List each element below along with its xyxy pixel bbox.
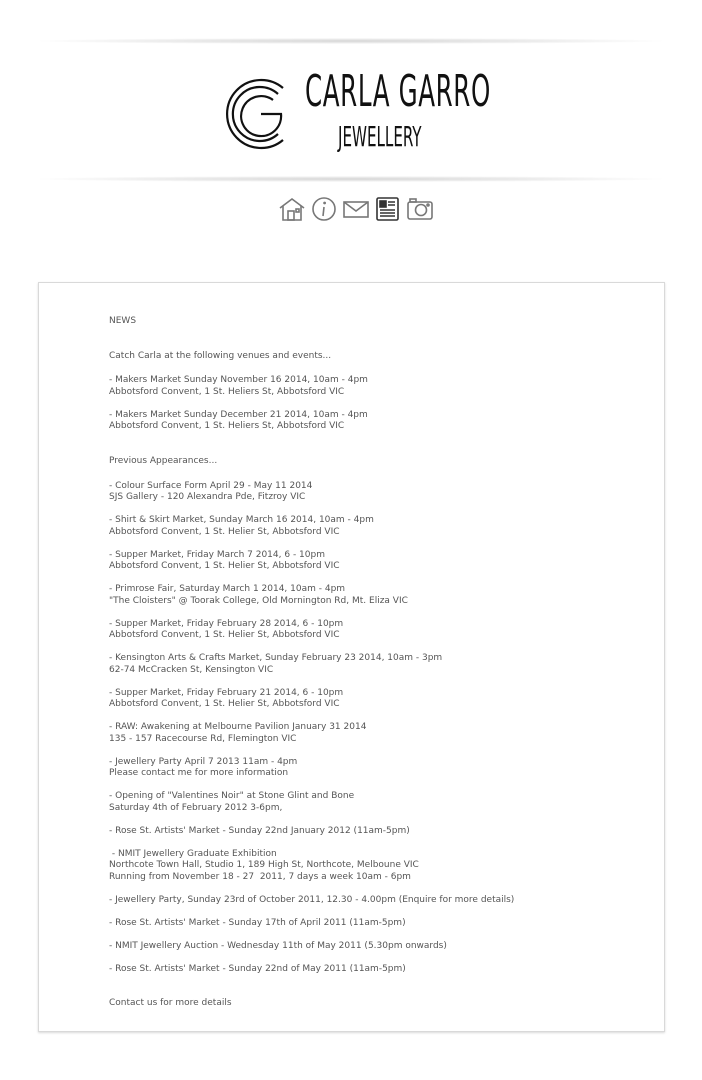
- news-icon[interactable]: [374, 195, 402, 223]
- list-item: [109, 791, 629, 814]
- mail-icon[interactable]: [342, 195, 370, 223]
- event-location: 62-74 McCracken St, Kensington VIC: [109, 664, 274, 675]
- event-line: - Supper Market, Friday February 28 2014, 6 - 10pm: [109, 618, 344, 629]
- list-item: [109, 688, 629, 711]
- list-item: [109, 410, 629, 433]
- event-line: - Supper Market, Friday March 7 2014, 6 - 10pm: [109, 549, 325, 560]
- list-item: [109, 550, 629, 573]
- event-line: - Rose St. Artists' Market - Sunday 17th of April 2011 (11am-5pm): [109, 917, 406, 928]
- list-item: [109, 722, 629, 745]
- event-location: SJS Gallery - 120 Alexandra Pde, Fitzroy VIC: [109, 492, 306, 502]
- header-divider-top: [38, 38, 664, 44]
- event-location: Northcote Town Hall, Studio 1, 189 High St, Northcote, Melboune VIC: [109, 860, 419, 870]
- home-icon[interactable]: [278, 195, 306, 223]
- previous-heading: Previous Appearances...: [109, 456, 218, 466]
- event-location: Abbotsford Convent, 1 St. Helier St, Abbotsford VIC: [109, 526, 340, 537]
- list-item: [109, 757, 629, 780]
- event-location: Abbotsford Convent, 1 St. Helier St, Abbotsford VIC: [109, 561, 340, 571]
- info-icon[interactable]: [310, 195, 338, 223]
- list-item: [109, 619, 629, 642]
- event-line: - RAW: Awakening at Melbourne Pavilion January 31 2014: [109, 722, 367, 732]
- event-location: "The Cloisters" @ Toorak College, Old Mornington Rd, Mt. Eliza VIC: [109, 595, 408, 606]
- event-line: - Makers Market Sunday December 21 2014, 10am - 4pm: [109, 409, 368, 420]
- event-location: Saturday 4th of February 2012 3-6pm,: [109, 802, 283, 813]
- event-location: Abbotsford Convent, 1 St. Heliers St, Abbotsford VIC: [109, 386, 345, 397]
- event-line: - Rose St. Artists' Market - Sunday 22nd January 2012 (11am-5pm): [109, 825, 410, 836]
- cg-monogram-icon: [221, 74, 301, 154]
- brand-logo[interactable]: [221, 66, 491, 162]
- nav-icon-bar: [278, 195, 434, 223]
- event-dates: Running from November 18 - 27 2011, 7 days a week 10am - 6pm: [109, 871, 411, 882]
- list-item: [109, 653, 629, 676]
- event-location: Abbotsford Convent, 1 St. Heliers St, Abbotsford VIC: [109, 421, 345, 431]
- event-line: - Kensington Arts & Crafts Market, Sunday February 23 2014, 10am - 3pm: [109, 653, 443, 663]
- event-line: - Shirt & Skirt Market, Sunday March 16 2014, 10am - 4pm: [109, 515, 374, 525]
- event-location: Abbotsford Convent, 1 St. Helier St, Abbotsford VIC: [109, 699, 340, 709]
- brand-name: CARLA GARRO: [305, 66, 491, 117]
- list-item: [109, 941, 629, 953]
- event-line: - Primrose Fair, Saturday March 1 2014, 10am - 4pm: [109, 584, 346, 594]
- event-line: - Jewellery Party April 7 2013 11am - 4pm: [109, 756, 298, 767]
- list-item: [109, 826, 629, 838]
- event-location: Abbotsford Convent, 1 St. Helier St, Abbotsford VIC: [109, 630, 340, 640]
- event-line: - NMIT Jewellery Auction - Wednesday 11th of May 2011 (5.30pm onwards): [109, 940, 447, 951]
- brand-subtitle: JEWELLERY: [338, 120, 422, 153]
- news-title: NEWS: [109, 316, 137, 326]
- event-line: - Makers Market Sunday November 16 2014, 10am - 4pm: [109, 375, 368, 385]
- event-location: 135 - 157 Racecourse Rd, Flemington VIC: [109, 733, 297, 744]
- event-line: - Opening of "Valentines Noir" at Stone Glint and Bone: [109, 791, 355, 801]
- list-item: [109, 964, 629, 976]
- news-panel: [38, 282, 665, 1032]
- news-content: [109, 316, 629, 1010]
- camera-icon[interactable]: [406, 195, 434, 223]
- list-item: [109, 584, 629, 607]
- event-line: - Colour Surface Form April 29 - May 11 2014: [109, 480, 313, 491]
- list-item: [109, 515, 629, 538]
- header-divider-bottom: [38, 176, 664, 182]
- event-line: - Jewellery Party, Sunday 23rd of October 2011, 12.30 - 4.00pm (Enquire for more details): [109, 894, 515, 905]
- list-item: [109, 375, 629, 398]
- contact-note: Contact us for more details: [109, 998, 232, 1008]
- event-line: - NMIT Jewellery Graduate Exhibition: [109, 848, 277, 859]
- news-intro: Catch Carla at the following venues and events...: [109, 350, 332, 361]
- event-location: Please contact me for more information: [109, 768, 289, 778]
- list-item: [109, 918, 629, 930]
- event-line: - Supper Market, Friday February 21 2014, 6 - 10pm: [109, 687, 344, 698]
- list-item: [109, 895, 629, 907]
- list-item: [109, 849, 629, 884]
- event-line: - Rose St. Artists' Market - Sunday 22nd of May 2011 (11am-5pm): [109, 963, 406, 974]
- list-item: [109, 481, 629, 504]
